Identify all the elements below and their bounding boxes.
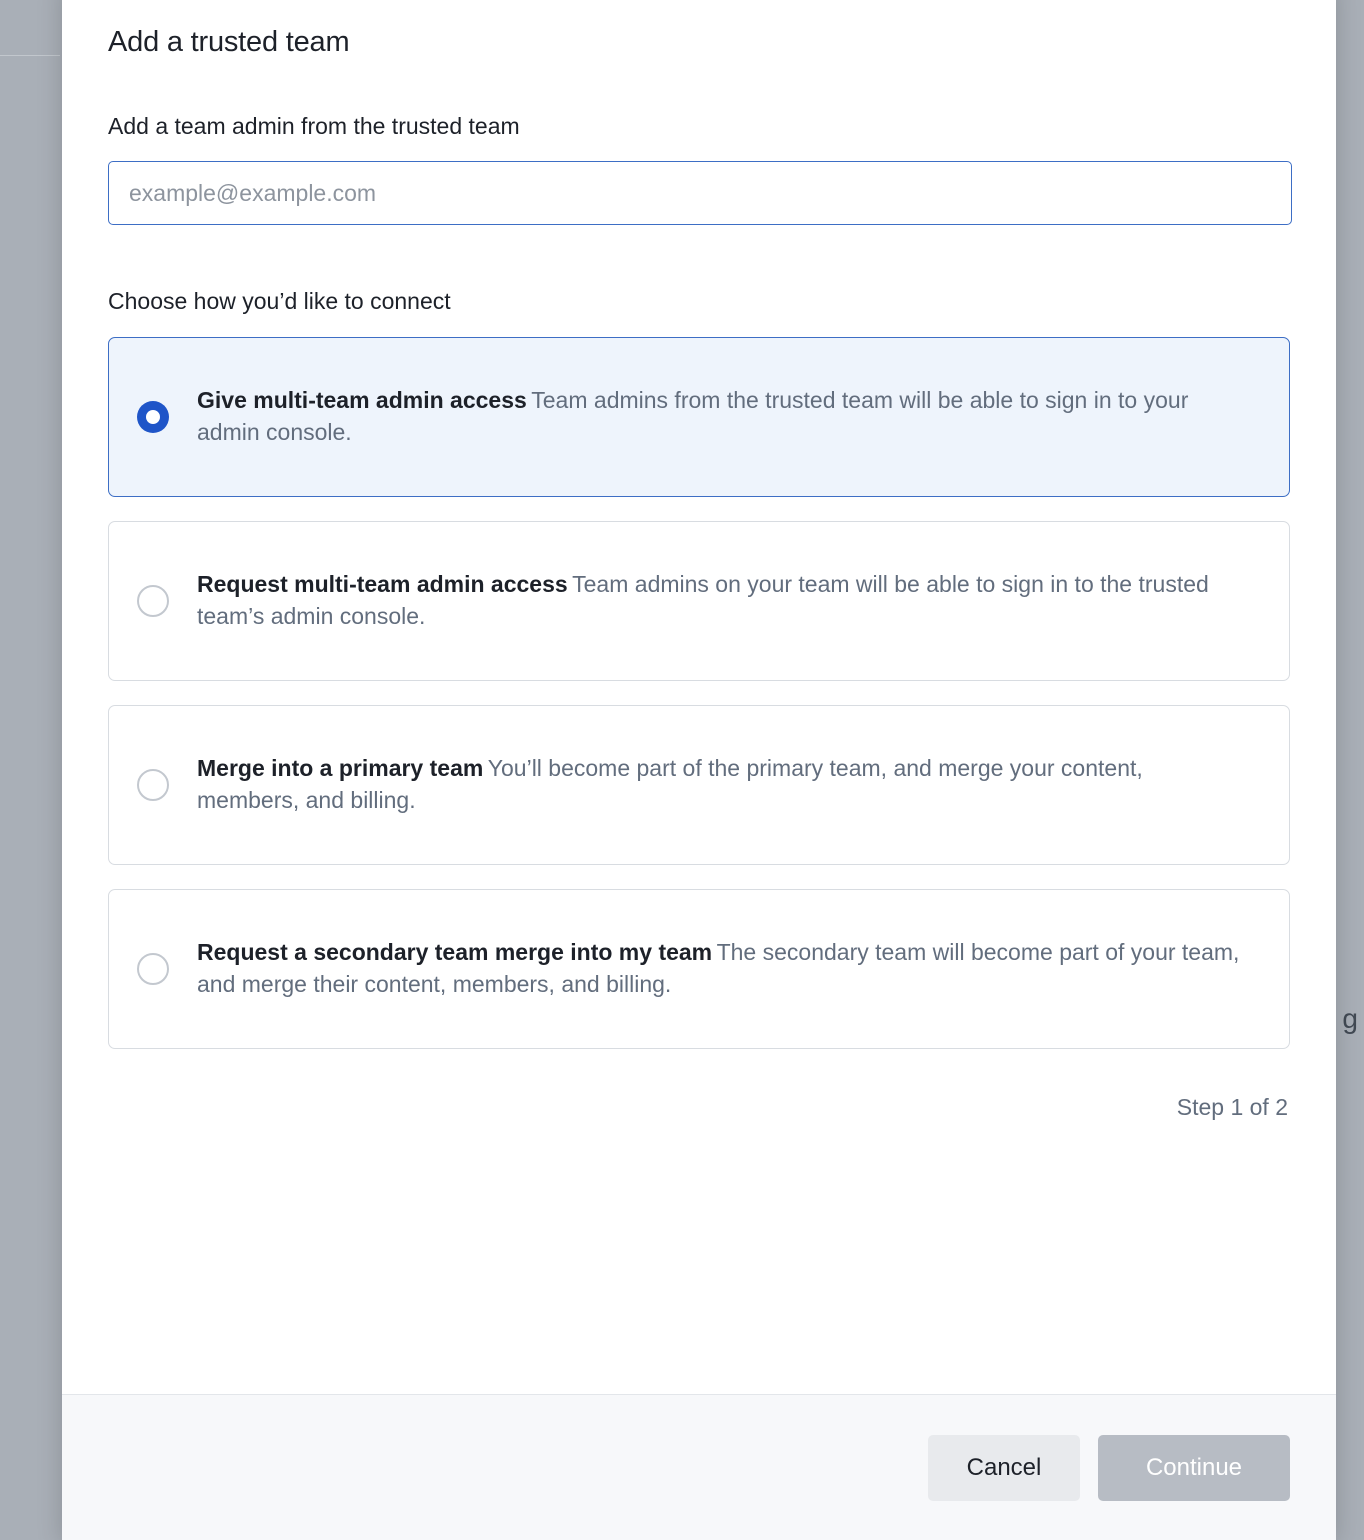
option-description: You’ll become part of the primary team, and merge your content, members, and billing. (197, 755, 1143, 813)
option-request-secondary-team-merge[interactable] (108, 889, 1290, 1049)
step-indicator: Step 1 of 2 (1176, 1094, 1288, 1120)
option-title: Give multi-team admin access (197, 387, 527, 414)
radio-unselected-icon[interactable] (137, 585, 169, 617)
add-trusted-team-dialog (62, 0, 1336, 1540)
option-text (197, 569, 1259, 632)
option-merge-into-primary-team[interactable] (108, 705, 1290, 865)
dialog-body (62, 0, 1336, 1394)
page-title: Add a trusted team (108, 26, 350, 58)
background-page (0, 0, 60, 1540)
option-description: Team admins on your team will be able to sign in to the trusted team’s admin console. (197, 571, 1209, 629)
connect-options-group (108, 337, 1290, 1049)
option-request-multi-team-admin-access[interactable] (108, 521, 1290, 681)
option-text (197, 937, 1259, 1000)
background-divider (0, 55, 60, 56)
email-field-label: Add a team admin from the trusted team (108, 113, 520, 139)
option-title: Request multi-team admin access (197, 571, 568, 598)
cancel-button[interactable]: Cancel (928, 1435, 1080, 1501)
radio-unselected-icon[interactable] (137, 769, 169, 801)
option-text (197, 753, 1259, 816)
option-title: Request a secondary team merge into my team (197, 939, 713, 966)
option-text (197, 385, 1259, 448)
option-title: Merge into a primary team (197, 755, 484, 782)
option-description: Team admins from the trusted team will be able to sign in to your admin console. (197, 387, 1189, 445)
option-description: The secondary team will become part of your team, and merge their content, members, and billing. (197, 939, 1240, 997)
continue-button[interactable]: Continue (1098, 1435, 1290, 1501)
option-give-multi-team-admin-access[interactable] (108, 337, 1290, 497)
radio-unselected-icon[interactable] (137, 953, 169, 985)
radio-selected-icon[interactable] (137, 401, 169, 433)
team-admin-email-input[interactable] (108, 161, 1292, 225)
dialog-footer (62, 1394, 1336, 1540)
connect-section-label: Choose how you’d like to connect (108, 288, 451, 314)
background-text: g (1342, 1003, 1358, 1034)
